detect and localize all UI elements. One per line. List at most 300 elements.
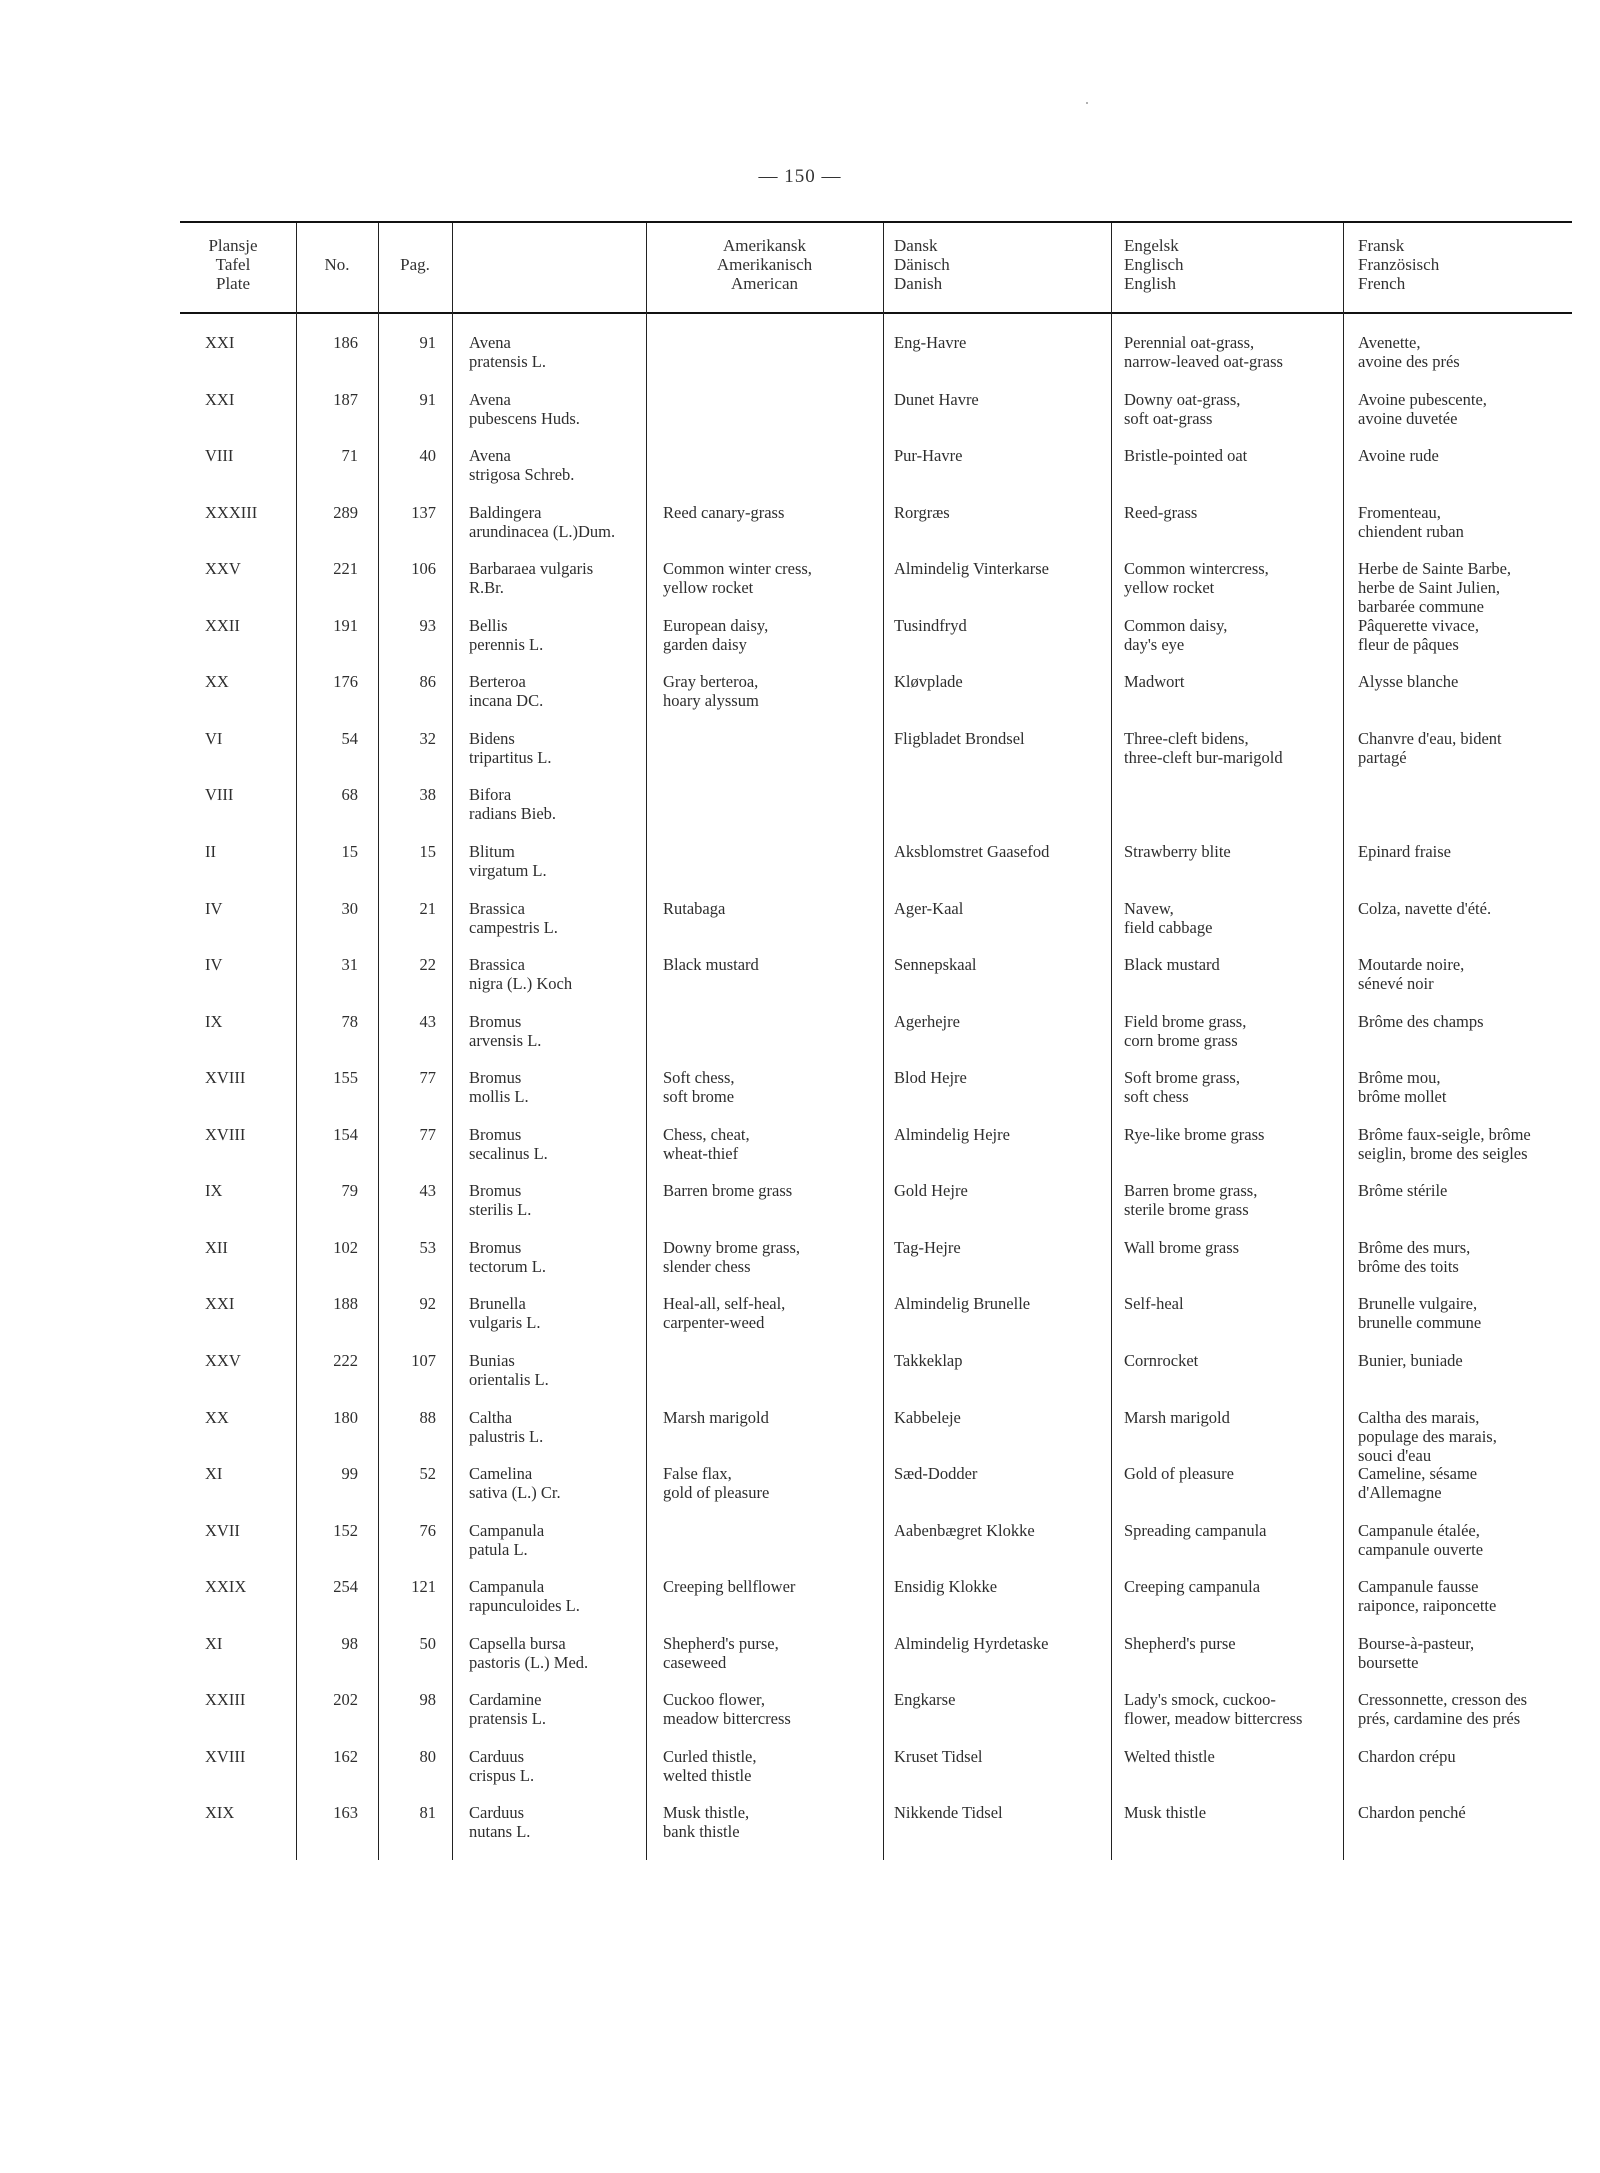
cell-danish: Rorgræs (894, 502, 950, 522)
cell-pag: 43 (419, 1011, 436, 1031)
cell-danish: Kabbeleje (894, 1407, 961, 1427)
cell-latin: Campanula (469, 1577, 545, 1597)
header-no: No. (324, 255, 350, 274)
cell-pag: 15 (419, 842, 436, 861)
cell-american: European daisy, (663, 615, 769, 635)
cell-american: Barren brome grass (663, 1181, 793, 1201)
cell-english: Black mustard (1124, 955, 1220, 974)
cell-latin: patula L. (469, 1539, 528, 1559)
cell-english: Field brome grass, (1124, 1011, 1247, 1031)
cell-english: Self-heal (1124, 1294, 1184, 1314)
cell-danish: Nikkende Tidsel (894, 1803, 1003, 1823)
cell-latin: Bromus (469, 1237, 522, 1257)
cell-french: Brôme des murs, (1358, 1237, 1471, 1257)
header-rule (180, 312, 1572, 314)
cell-english: Musk thistle (1124, 1803, 1207, 1823)
cell-latin: arvensis L. (469, 1030, 542, 1050)
table-row (0, 1803, 1600, 1859)
cell-danish: Gold Hejre (894, 1181, 968, 1201)
cell-english: soft chess (1124, 1087, 1189, 1107)
cell-pag: 50 (419, 1633, 436, 1653)
cell-latin: secalinus L. (469, 1143, 548, 1163)
cell-no: 221 (333, 559, 358, 579)
cell-latin: Bromus (469, 1181, 522, 1201)
cell-pag: 88 (419, 1407, 436, 1427)
cell-french: d'Allemagne (1358, 1483, 1442, 1502)
table-row (0, 390, 1600, 446)
cell-american: False flax, (663, 1464, 732, 1483)
cell-latin: radians Bieb. (469, 804, 557, 824)
cell-latin: Bidens (469, 728, 515, 748)
cell-french: brôme des toits (1358, 1256, 1459, 1276)
cell-danish: Sæd-Dodder (894, 1464, 978, 1483)
cell-latin: Baldingera (469, 502, 542, 522)
cell-pag: 22 (419, 955, 436, 974)
cell-english: soft oat-grass (1124, 408, 1213, 428)
cell-english: Barren brome grass, (1124, 1181, 1258, 1201)
cell-pag: 91 (419, 389, 436, 409)
cell-no: 163 (333, 1803, 358, 1823)
cell-english: Shepherd's purse (1124, 1633, 1236, 1653)
cell-french: Epinard fraise (1358, 842, 1451, 861)
cell-latin: Brassica (469, 955, 525, 974)
cell-english: Navew, (1124, 898, 1174, 918)
cell-danish: Eng-Havre (894, 333, 967, 352)
cell-american: Cuckoo flower, (663, 1690, 765, 1710)
cell-danish: Almindelig Vinterkarse (894, 559, 1049, 579)
cell-no: 99 (341, 1464, 358, 1483)
cell-latin: palustris L. (469, 1426, 544, 1446)
cell-american: Marsh marigold (663, 1407, 769, 1427)
header-french-line: French (1358, 274, 1406, 293)
cell-french: Brôme mou, (1358, 1068, 1441, 1088)
cell-french: raiponce, raiponcette (1358, 1596, 1497, 1616)
cell-american: Chess, cheat, (663, 1124, 750, 1144)
table-row (0, 785, 1600, 841)
cell-no: 31 (341, 955, 358, 974)
cell-danish: Aabenbægret Klokke (894, 1520, 1035, 1540)
cell-latin: Camelina (469, 1464, 533, 1483)
cell-latin: Barbaraea vulgaris (469, 559, 594, 579)
cell-pag: 76 (419, 1520, 436, 1540)
cell-french: Avenette, (1358, 333, 1421, 352)
cell-american: meadow bittercress (663, 1709, 791, 1729)
cell-american: Downy brome grass, (663, 1237, 801, 1257)
cell-latin: tectorum L. (469, 1256, 546, 1276)
cell-latin: tripartitus L. (469, 747, 552, 767)
header-plate-line: Plate (216, 274, 250, 293)
cell-english: Cornrocket (1124, 1350, 1199, 1370)
cell-pag: 81 (419, 1803, 436, 1823)
cell-latin: Campanula (469, 1520, 545, 1540)
cell-danish: Kløvplade (894, 672, 963, 692)
cell-latin: Carduus (469, 1803, 524, 1823)
cell-plate: XII (205, 1237, 228, 1257)
cell-latin: sativa (L.) Cr. (469, 1483, 561, 1502)
cell-danish: Fligbladet Brondsel (894, 728, 1025, 748)
cell-no: 187 (333, 389, 358, 409)
table-row (0, 1521, 1600, 1577)
cell-french: brunelle commune (1358, 1313, 1482, 1333)
cell-american: Gray berteroa, (663, 672, 759, 692)
cell-latin: vulgaris L. (469, 1313, 541, 1333)
cell-french: Brôme stérile (1358, 1181, 1448, 1201)
cell-french: Colza, navette d'été. (1358, 898, 1492, 918)
cell-danish: Blod Hejre (894, 1068, 967, 1088)
cell-pag: 21 (419, 898, 436, 918)
cell-american: Shepherd's purse, (663, 1633, 779, 1653)
cell-english: day's eye (1124, 634, 1185, 654)
cell-plate: IX (205, 1181, 223, 1201)
header-english-line: Engelsk (1124, 236, 1179, 255)
cell-pag: 121 (411, 1577, 436, 1597)
table-row (0, 616, 1600, 672)
cell-latin: mollis L. (469, 1087, 529, 1107)
cell-french: Cressonnette, cresson des (1358, 1690, 1528, 1710)
cell-plate: XXXIII (205, 502, 258, 522)
table-row (0, 1747, 1600, 1803)
header-french (1358, 236, 1439, 293)
cell-american: caseweed (663, 1652, 727, 1672)
cell-latin: arundinacea (L.)Dum. (469, 521, 616, 541)
cell-american: Soft chess, (663, 1068, 735, 1088)
cell-english: Welted thistle (1124, 1746, 1215, 1766)
cell-latin: Carduus (469, 1746, 524, 1766)
cell-american: Black mustard (663, 955, 759, 974)
cell-no: 71 (341, 446, 358, 466)
cell-french: Bunier, buniade (1358, 1350, 1463, 1370)
cell-french: souci d'eau (1358, 1445, 1432, 1465)
cell-english: sterile brome grass (1124, 1200, 1249, 1220)
cell-plate: XXI (205, 333, 235, 352)
cell-plate: VIII (205, 446, 234, 466)
cell-american: welted thistle (663, 1765, 752, 1785)
cell-plate: XVIII (205, 1068, 246, 1088)
cell-plate: XVIII (205, 1746, 246, 1766)
table-row (0, 1408, 1600, 1464)
cell-pag: 53 (419, 1237, 436, 1257)
cell-english: Spreading campanula (1124, 1520, 1267, 1540)
cell-latin: Brunella (469, 1294, 526, 1314)
cell-english: yellow rocket (1124, 578, 1215, 598)
cell-danish: Aksblomstret Gaasefod (894, 842, 1050, 861)
cell-latin: Bunias (469, 1350, 515, 1370)
cell-plate: IV (205, 898, 223, 918)
cell-plate: IV (205, 955, 223, 974)
cell-no: 191 (333, 615, 358, 635)
cell-latin: Bifora (469, 785, 512, 805)
table-row (0, 1464, 1600, 1520)
cell-plate: XVII (205, 1520, 240, 1540)
header-american-line: Amerikansk (722, 236, 807, 255)
cell-french: chiendent ruban (1358, 521, 1464, 541)
cell-english: corn brome grass (1124, 1030, 1238, 1050)
cell-no: 78 (341, 1011, 358, 1031)
cell-french: brôme mollet (1358, 1087, 1447, 1107)
header-english-line: Englisch (1124, 255, 1184, 274)
table-row (0, 842, 1600, 898)
cell-french: partagé (1358, 747, 1407, 767)
table-row (0, 955, 1600, 1011)
cell-no: 30 (341, 898, 358, 918)
cell-pag: 92 (419, 1294, 436, 1314)
table-row (0, 333, 1600, 389)
header-danish-line: Dänisch (894, 255, 950, 274)
cell-latin: strigosa Schreb. (469, 465, 575, 485)
header-english (1124, 236, 1184, 293)
cell-american: Reed canary-grass (663, 502, 785, 522)
cell-french: Alysse blanche (1358, 672, 1459, 692)
cell-english: Lady's smock, cuckoo- (1124, 1690, 1276, 1710)
table-row (0, 1690, 1600, 1746)
header-plate (178, 236, 288, 293)
table-row (0, 729, 1600, 785)
table-row (0, 446, 1600, 502)
cell-latin: pratensis L. (469, 1709, 546, 1729)
cell-french: herbe de Saint Julien, (1358, 578, 1501, 598)
page-number: — 150 — (758, 166, 842, 187)
table-row (0, 1125, 1600, 1181)
cell-danish: Agerhejre (894, 1011, 960, 1031)
cell-danish: Tusindfryd (894, 615, 967, 635)
cell-french: avoine des prés (1358, 352, 1460, 371)
cell-american: Curled thistle, (663, 1746, 757, 1766)
table-row (0, 1181, 1600, 1237)
cell-latin: pubescens Huds. (469, 408, 580, 428)
cell-english: Three-cleft bidens, (1124, 728, 1249, 748)
table-row (0, 1294, 1600, 1350)
cell-no: 15 (341, 842, 358, 861)
cell-plate: XXIII (205, 1690, 246, 1710)
cell-latin: Bromus (469, 1011, 522, 1031)
cell-pag: 80 (419, 1746, 436, 1766)
cell-no: 222 (333, 1350, 358, 1370)
cell-french: barbarée commune (1358, 597, 1484, 617)
cell-no: 162 (333, 1746, 358, 1766)
cell-french: populage des marais, (1358, 1426, 1497, 1446)
header-pag: Pag. (400, 255, 430, 274)
cell-danish: Pur-Havre (894, 446, 963, 466)
cell-latin: nutans L. (469, 1822, 531, 1842)
header-english-line: English (1124, 274, 1176, 293)
cell-pag: 98 (419, 1690, 436, 1710)
cell-english: Madwort (1124, 672, 1185, 692)
cell-english: Bristle-pointed oat (1124, 446, 1248, 466)
cell-french: boursette (1358, 1652, 1419, 1672)
cell-french: Brôme des champs (1358, 1011, 1484, 1031)
table-row (0, 1634, 1600, 1690)
cell-pag: 86 (419, 672, 436, 692)
cell-no: 102 (333, 1237, 358, 1257)
cell-french: Avoine pubescente, (1358, 389, 1487, 409)
speck (1086, 102, 1088, 104)
cell-english: Soft brome grass, (1124, 1068, 1240, 1088)
cell-pag: 91 (419, 333, 436, 352)
cell-french: seiglin, brome des seigles (1358, 1143, 1528, 1163)
cell-latin: crispus L. (469, 1765, 535, 1785)
header-danish (894, 236, 950, 293)
cell-pag: 137 (411, 502, 436, 522)
cell-latin: virgatum L. (469, 861, 547, 880)
cell-french: Chardon crépu (1358, 1746, 1456, 1766)
cell-pag: 40 (419, 446, 436, 466)
table-row (0, 559, 1600, 615)
cell-plate: XXV (205, 559, 241, 579)
cell-latin: rapunculoides L. (469, 1596, 580, 1616)
cell-latin: Capsella bursa (469, 1633, 566, 1653)
cell-pag: 107 (411, 1350, 436, 1370)
cell-english: Creeping campanula (1124, 1577, 1261, 1597)
cell-english: Common wintercress, (1124, 559, 1269, 579)
cell-danish: Almindelig Hejre (894, 1124, 1010, 1144)
table-row (0, 899, 1600, 955)
cell-plate: II (205, 842, 216, 861)
cell-latin: pastoris (L.) Med. (469, 1652, 589, 1672)
cell-english: three-cleft bur-marigold (1124, 747, 1283, 767)
cell-english: field cabbage (1124, 917, 1213, 937)
cell-latin: sterilis L. (469, 1200, 532, 1220)
cell-latin: R.Br. (469, 578, 504, 598)
cell-american: yellow rocket (663, 578, 754, 598)
cell-french: Chardon penché (1358, 1803, 1466, 1823)
cell-french: Fromenteau, (1358, 502, 1441, 522)
table-row (0, 1068, 1600, 1124)
cell-english: Reed-grass (1124, 502, 1198, 522)
table-row (0, 672, 1600, 728)
cell-french: campanule ouverte (1358, 1539, 1484, 1559)
cell-pag: 52 (419, 1464, 436, 1483)
cell-latin: Bromus (469, 1124, 522, 1144)
header-american (646, 236, 883, 293)
cell-danish: Engkarse (894, 1690, 956, 1710)
cell-pag: 38 (419, 785, 436, 805)
cell-latin: perennis L. (469, 634, 544, 654)
cell-no: 154 (333, 1124, 358, 1144)
cell-latin: Bromus (469, 1068, 522, 1088)
cell-american: soft brome (663, 1087, 735, 1107)
table-row (0, 1012, 1600, 1068)
cell-latin: Bellis (469, 615, 508, 635)
cell-danish: Ager-Kaal (894, 898, 964, 918)
cell-american: slender chess (663, 1256, 751, 1276)
cell-plate: XX (205, 1407, 229, 1427)
cell-plate: VI (205, 728, 223, 748)
cell-american: Common winter cress, (663, 559, 812, 579)
cell-pag: 93 (419, 615, 436, 635)
cell-french: avoine duvetée (1358, 408, 1458, 428)
cell-english: Downy oat-grass, (1124, 389, 1241, 409)
cell-american: wheat-thief (663, 1143, 739, 1163)
cell-latin: Avena (469, 389, 511, 409)
top-rule (180, 221, 1572, 223)
cell-no: 98 (341, 1633, 358, 1653)
cell-english: Perennial oat-grass, (1124, 333, 1255, 352)
cell-english: Marsh marigold (1124, 1407, 1230, 1427)
cell-french: prés, cardamine des prés (1358, 1709, 1521, 1729)
cell-plate: XI (205, 1633, 223, 1653)
cell-plate: IX (205, 1011, 223, 1031)
header-french-line: Fransk (1358, 236, 1405, 255)
cell-latin: orientalis L. (469, 1369, 549, 1389)
cell-latin: campestris L. (469, 917, 558, 937)
cell-plate: XIX (205, 1803, 235, 1823)
cell-american: gold of pleasure (663, 1483, 770, 1502)
cell-no: 186 (333, 333, 358, 352)
cell-danish: Almindelig Brunelle (894, 1294, 1031, 1314)
header-american-line: Amerikanisch (716, 255, 813, 274)
cell-danish: Dunet Havre (894, 389, 979, 409)
cell-american: garden daisy (663, 634, 747, 654)
cell-latin: Avena (469, 446, 511, 466)
cell-no: 79 (341, 1181, 358, 1201)
table-row (0, 1351, 1600, 1407)
cell-french: Pâquerette vivace, (1358, 615, 1479, 635)
cell-french: Brunelle vulgaire, (1358, 1294, 1478, 1314)
cell-french: Avoine rude (1358, 446, 1439, 466)
cell-english: Strawberry blite (1124, 842, 1231, 861)
cell-danish: Kruset Tidsel (894, 1746, 983, 1766)
header-danish-line: Danish (894, 274, 943, 293)
cell-french: Campanule fausse (1358, 1577, 1479, 1597)
cell-english: Rye-like brome grass (1124, 1124, 1265, 1144)
table-row (0, 1238, 1600, 1294)
cell-no: 202 (333, 1690, 358, 1710)
cell-no: 254 (333, 1577, 358, 1597)
cell-french: Bourse-à-pasteur, (1358, 1633, 1475, 1653)
cell-pag: 106 (411, 559, 436, 579)
cell-plate: XXI (205, 1294, 235, 1314)
cell-latin: nigra (L.) Koch (469, 974, 573, 993)
cell-american: Rutabaga (663, 898, 726, 918)
cell-american: Heal-all, self-heal, (663, 1294, 786, 1314)
cell-french: Herbe de Sainte Barbe, (1358, 559, 1512, 579)
cell-french: Brôme faux-seigle, brôme (1358, 1124, 1531, 1144)
cell-plate: XX (205, 672, 229, 692)
cell-english: flower, meadow bittercress (1124, 1709, 1303, 1729)
cell-latin: Avena (469, 333, 511, 352)
header-plate-line: Tafel (215, 255, 251, 274)
cell-danish: Takkeklap (894, 1350, 963, 1370)
cell-latin: Brassica (469, 898, 525, 918)
cell-french: sénevé noir (1358, 974, 1434, 993)
cell-american: Musk thistle, (663, 1803, 750, 1823)
cell-latin: Blitum (469, 842, 515, 861)
cell-french: Moutarde noire, (1358, 955, 1465, 974)
cell-no: 188 (333, 1294, 358, 1314)
cell-no: 180 (333, 1407, 358, 1427)
cell-pag: 77 (419, 1068, 436, 1088)
cell-english: Gold of pleasure (1124, 1464, 1234, 1483)
cell-danish: Ensidig Klokke (894, 1577, 998, 1597)
cell-plate: XXII (205, 615, 240, 635)
cell-plate: XXV (205, 1350, 241, 1370)
cell-danish: Tag-Hejre (894, 1237, 961, 1257)
cell-latin: incana DC. (469, 691, 544, 711)
cell-danish: Almindelig Hyrdetaske (894, 1633, 1049, 1653)
cell-pag: 32 (419, 728, 436, 748)
cell-english: Common daisy, (1124, 615, 1228, 635)
cell-french: Caltha des marais, (1358, 1407, 1480, 1427)
header-danish-line: Dansk (894, 236, 938, 255)
cell-pag: 77 (419, 1124, 436, 1144)
cell-no: 289 (333, 502, 358, 522)
cell-no: 54 (341, 728, 358, 748)
cell-plate: XXI (205, 389, 235, 409)
cell-plate: XVIII (205, 1124, 246, 1144)
cell-latin: pratensis L. (469, 352, 546, 371)
cell-american: hoary alyssum (663, 691, 759, 711)
cell-pag: 43 (419, 1181, 436, 1201)
